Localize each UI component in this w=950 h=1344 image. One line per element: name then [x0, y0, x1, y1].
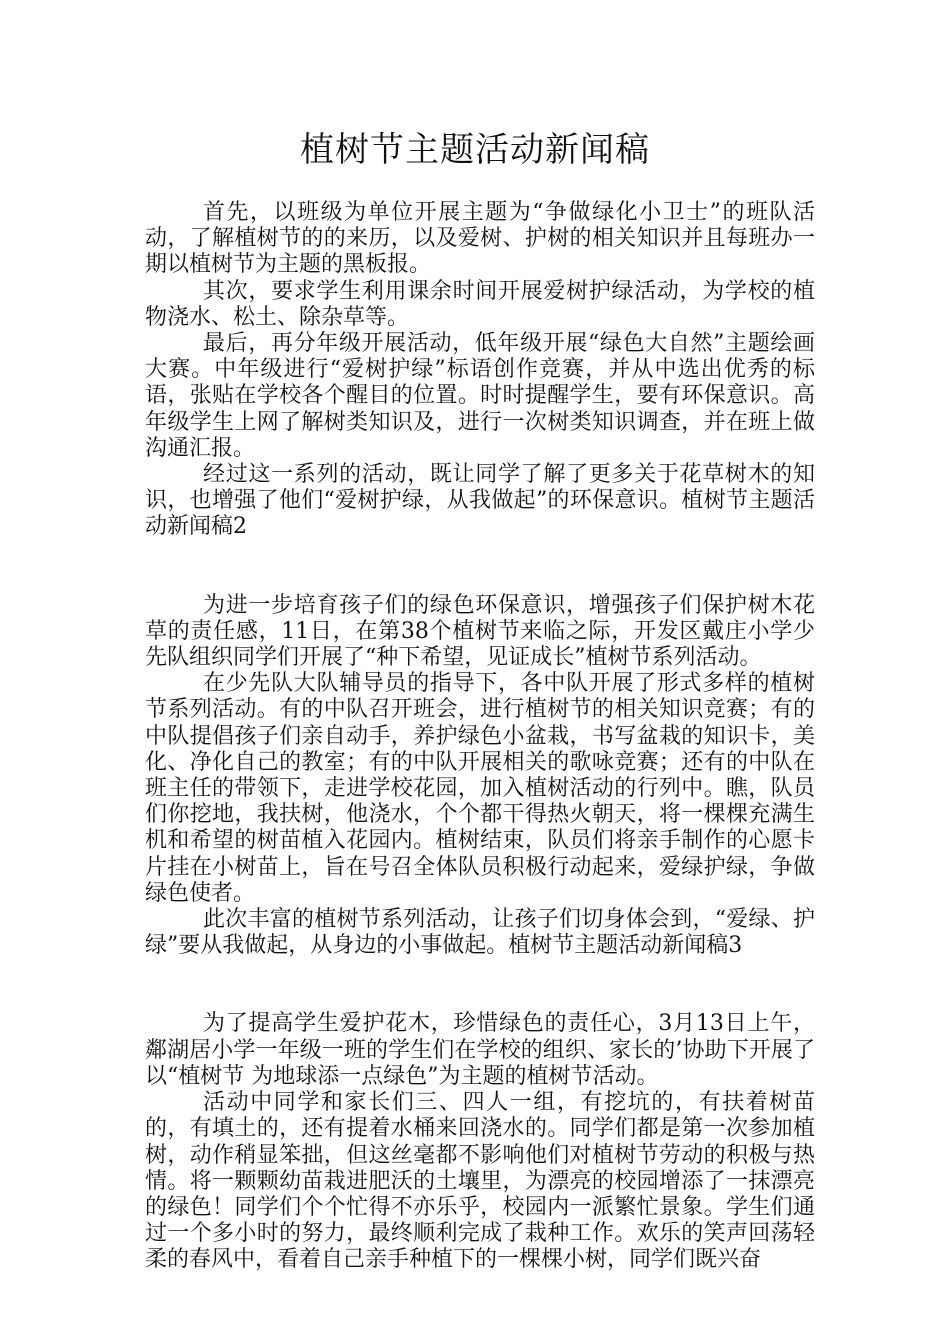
- section-gap: [145, 541, 815, 593]
- paragraph: 最后，再分年级开展活动，低年级开展“绿色大自然”主题绘画大赛。中年级进行“爱树护绿”标语创作竞赛，并从中选出优秀的标语，张贴在学校各个醒目的位置。时时提醒学生，要有环保意识。高年级学生上网了解树类知识及，进行一次树类知识调查，并在班上做沟通汇报。: [145, 331, 815, 461]
- paragraph: 为了提高学生爱护花木，珍惜绿色的责任心，3月13日上午，鄰湖居小学一年级一班的学生们在学校的组织、家长的’协助下开展了以“植树节 为地球添一点绿色”为主题的植树节活动。: [145, 1011, 815, 1089]
- paragraph: 在少先队大队辅导员的指导下，各中队开展了形式多样的植树节系列活动。有的中队召开班会，进行植树节的相关知识竞赛；有的中队提倡孩子们亲自动手，养护绿色小盆栽，书写盆栽的知识卡，美化、净化自己的教室；有的中队开展相关的歌咏竞赛；还有的中队在班主任的带领下，走进学校花园，加入植树活动的行列中。瞧，队员们你挖地，我扶树，他浇水，个个都干得热火朝天，将一棵棵充满生机和希望的树苗植入花园内。植树结束，队员们将亲手制作的心愿卡片挂在小树苗上，旨在号召全体队员积极行动起来，爱绿护绿，争做绿色使者。: [145, 671, 815, 906]
- paragraph: 为进一步培育孩子们的绿色环保意识，增强孩子们保护树木花草的责任感，11日，在第38个植树节来临之际，开发区戴庄小学少先队组织同学们开展了“种下希望，见证成长”植树节系列活动。: [145, 592, 815, 671]
- paragraph: 活动中同学和家长们三、四人一组，有挖坑的，有扶着树苗的，有填土的，还有提着水桶来回浇水的。同学们都是第一次参加植树，动作稍显笨拙，但这丝毫都不影响他们对植树节劳动的积极与热情。将一颗颗幼苗栽进肥沃的土壤里，为漂亮的校园增添了一抹漂亮的绿色！同学们个个忙得不亦乐乎，校园内一派繁忙景象。学生们通过一个多小时的努力，最终顺利完成了栽种工作。欢乐的笑声回荡轻柔的春风中，看着自己亲手种植下的一棵棵小树，同学们既兴奋: [145, 1090, 815, 1273]
- document-body: [145, 200, 815, 1274]
- paragraph: 首先，以班级为单位开展主题为“争做绿化小卫士”的班队活动，了解植树节的的来历，以及爱树、护树的相关知识并且每班办一期以植树节为主题的黑板报。: [145, 200, 815, 278]
- paragraph: 经过这一系列的活动，既让同学了解了更多关于花草树木的知识，也增强了他们“爱树护绿，从我做起”的环保意识。植树节主题活动新闻稿2: [145, 462, 815, 540]
- paragraph: 此次丰富的植树节系列活动，让孩子们切身体会到，“爱绿、护绿”要从我做起，从身边的小事做起。植树节主题活动新闻稿3: [145, 907, 815, 959]
- section-gap: [145, 959, 815, 1011]
- document-title: 植树节主题活动新闻稿: [300, 130, 650, 170]
- paragraph: 其次，要求学生利用课余时间开展爱树护绿活动，为学校的植物浇水、松土、除杂草等。: [145, 278, 815, 330]
